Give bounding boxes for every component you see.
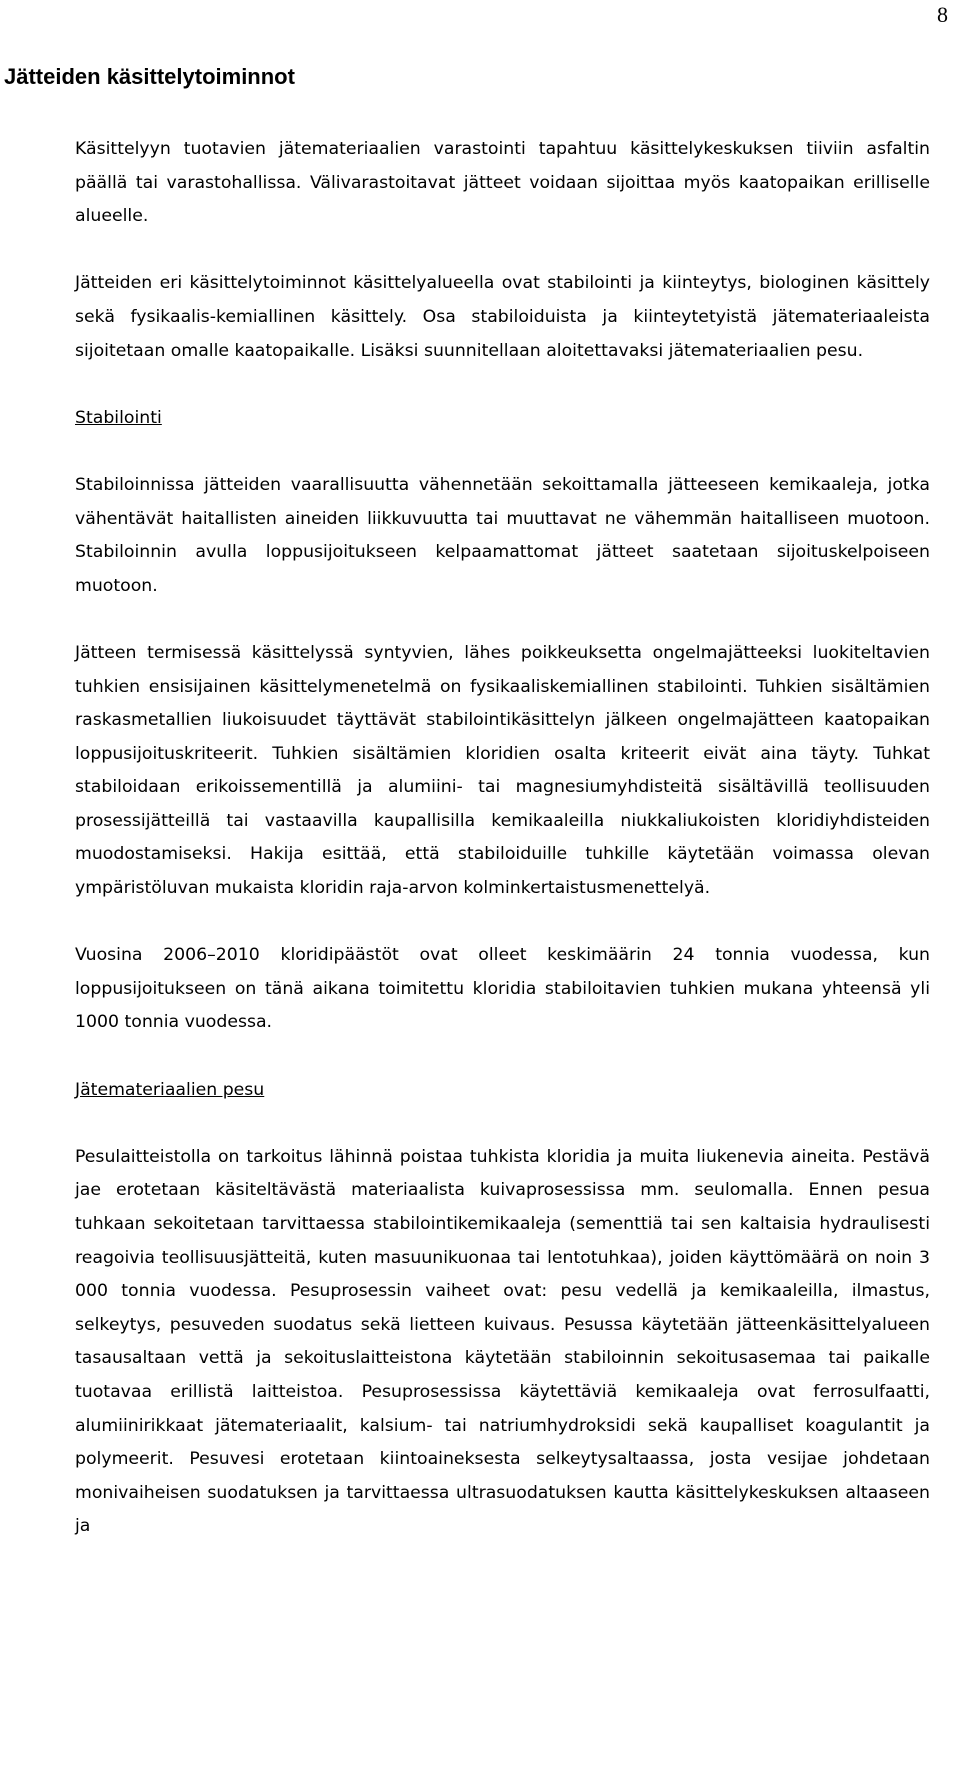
page-number: 8	[937, 2, 948, 27]
section-title: Jätteiden käsittelytoiminnot	[4, 64, 295, 89]
subheading-stabilointi: Stabilointi	[75, 407, 162, 428]
document-body	[75, 133, 930, 1544]
paragraph-ash-stabilization: Jätteen termisessä käsittelyssä syntyvien, lähes poikkeuksetta ongelmajätteeksi luokiteltavien tuhkien ensisijainen käsittelymenetelmä on fysikaaliskemiallinen stabilointi. Tuhkien sisältämien raskasmetallien liukoisuudet täyttävät stabilointikäsittelyn jälkeen ongelmajätteen kaatopaikan loppusijoituskriteerit. Tuhkien sisältämien kloridien osalta kriteerit eivät aina täyty. Tuhkat stabiloidaan erikoissementillä ja alumiini- tai magnesiumyhdisteitä sisältävillä teollisuuden prosessijätteillä tai vastaavilla kaupallisilla kemikaaleilla niukkaliukoisten kloridiyhdisteiden muodostamiseksi. Hakija esittää, että stabiloiduille tuhkille käytetään voimassa olevan ympäristöluvan mukaista kloridin raja-arvon kolminkertaistusmenettelyä.	[75, 642, 930, 899]
paragraph-stabilization-intro: Stabiloinnissa jätteiden vaarallisuutta vähennetään sekoittamalla jätteeseen kemikaaleja, jotka vähentävät haitallisten aineiden liikkuvuutta tai muuttavat ne vähemmän haitalliseen muotoon. Stabiloinnin avulla loppusijoitukseen kelpaamattomat jätteet saatetaan sijoituskelpoiseen muotoon.	[75, 474, 930, 596]
paragraph-treatment-operations: Jätteiden eri käsittelytoiminnot käsittelyalueella ovat stabilointi ja kiinteytys, biologinen käsittely sekä fysikaalis-kemiallinen käsittely. Osa stabiloiduista ja kiinteytetyistä jätemateriaaleista sijoitetaan omalle kaatopaikalle. Lisäksi suunnitellaan aloitettavaksi jätemateriaalien pesu.	[75, 273, 930, 361]
paragraph-washing-process: Pesulaitteistolla on tarkoitus lähinnä poistaa tuhkista kloridia ja muita liukenevia aineita. Pestävä jae erotetaan käsiteltävästä materiaalista kuivaprosessissa mm. seulomalla. Ennen pesua tuhkaan sekoitetaan tarvittaessa stabilointikemikaaleja (sementtiä tai sen kaltaisia hydraulisesti reagoivia teollisuusjätteitä, kuten masuunikuonaa tai lentotuhkaa), joiden käyttömäärä on noin 3 000 tonnia vuodessa. Pesuprosessin vaiheet ovat: pesu vedellä ja kemikaaleilla, ilmastus, selkeytys, pesuveden suodatus sekä lietteen kuivaus. Pesussa käytetään jätteenkäsittelyalueen tasausaltaan vettä ja sekoituslaitteistona käytetään stabiloinnin sekoitusasemaa tai paikalle tuotavaa erillistä laitteistoa. Pesuprosessissa käytettäviä kemikaaleja ovat ferrosulfaatti, alumiinirikkaat jätemateriaalit, kalsium- tai natriumhydroksidi sekä kaupalliset koagulantit ja polymeerit. Pesuvesi erotetaan kiintoaineksesta selkeytysaltaassa, josta vesijae johdetaan monivaiheisen suodatuksen ja tarvittaessa ultrasuodatuksen kautta käsittelykeskuksen altaaseen ja	[75, 1146, 930, 1537]
paragraph-storage: Käsittelyyn tuotavien jätemateriaalien varastointi tapahtuu käsittelykeskuksen tiiviin asfaltin päällä tai varastohallissa. Välivarastoitavat jätteet voidaan sijoittaa myös kaatopaikan erilliselle alueelle.	[75, 139, 930, 227]
subheading-jatemateriaalien-pesu: Jätemateriaalien pesu	[75, 1079, 265, 1100]
paragraph-chloride-emissions: Vuosina 2006–2010 kloridipäästöt ovat olleet keskimäärin 24 tonnia vuodessa, kun loppusijoitukseen on tänä aikana toimitettu kloridia stabiloitavien tuhkien mukana yhteensä yli 1000 tonnia vuodessa.	[75, 945, 930, 1033]
